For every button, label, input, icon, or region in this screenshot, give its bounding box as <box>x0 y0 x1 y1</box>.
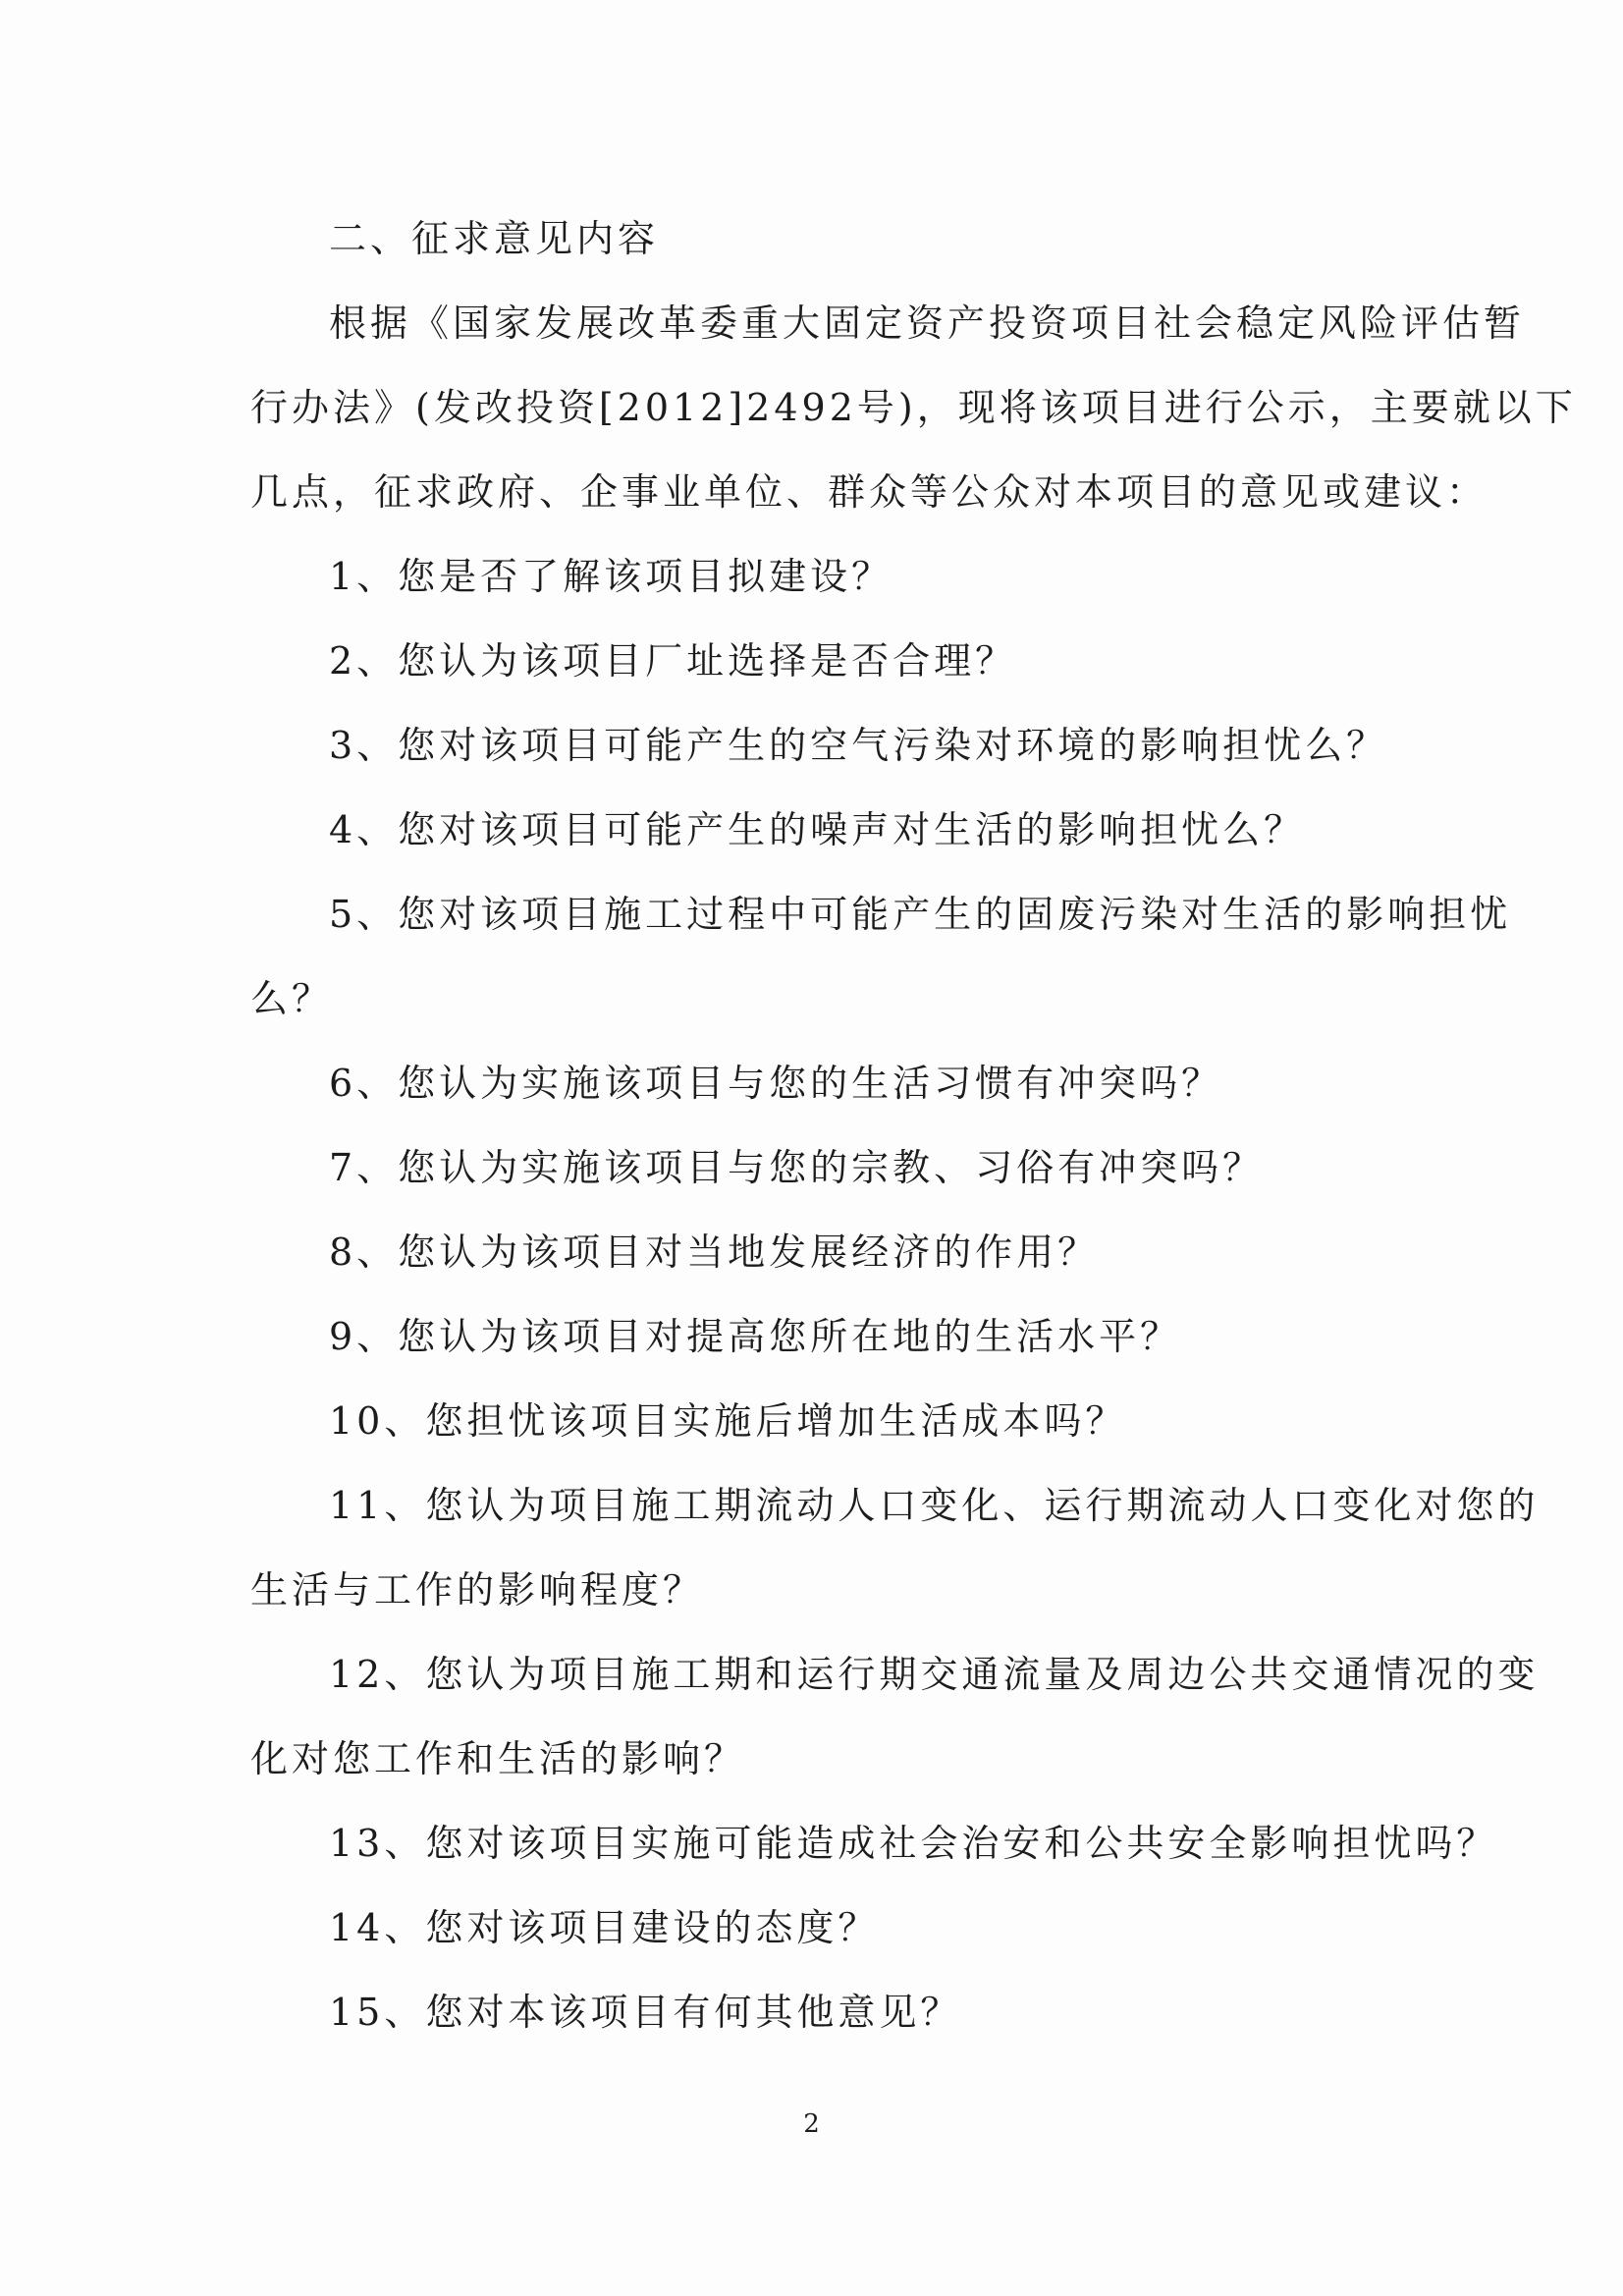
question-item: 15、您对本该项目有何其他意见？ <box>329 1991 962 2034</box>
question-line: 么？ <box>250 977 334 1020</box>
question-item: 4、您对该项目可能产生的噪声对生活的影响担忧么？ <box>329 808 1306 851</box>
intro-paragraph <box>250 281 1577 534</box>
question-item: 14、您对该项目建设的态度？ <box>329 1906 880 1949</box>
question-line: 12、您认为项目施工期和运行期交通流量及周边公共交通情况的变 <box>329 1653 1540 1696</box>
question-item <box>250 872 1512 1041</box>
question-item: 6、您认为实施该项目与您的生活习惯有冲突吗？ <box>329 1062 1223 1105</box>
question-item: 2、您认为该项目厂址选择是否合理？ <box>329 639 1017 683</box>
question-line: 生活与工作的影响程度？ <box>250 1568 705 1612</box>
document-body <box>250 196 1577 2054</box>
question-item <box>250 1463 1540 1632</box>
question-line: 化对您工作和生活的影响？ <box>250 1737 746 1780</box>
question-item: 10、您担忧该项目实施后增加生活成本吗？ <box>329 1399 1127 1443</box>
question-item <box>250 1632 1540 1801</box>
page-number: 2 <box>803 2109 820 2139</box>
question-list <box>250 534 1540 2054</box>
question-item: 13、您对该项目实施可能造成社会治安和公共安全影响担忧吗？ <box>329 1822 1498 1865</box>
question-line: 5、您对该项目施工过程中可能产生的固废污染对生活的影响担忧 <box>329 893 1512 936</box>
paragraph-line: 行办法》(发改投资[2012]2492号)，现将该项目进行公示，主要就以下 <box>250 386 1577 429</box>
question-item: 9、您认为该项目对提高您所在地的生活水平？ <box>329 1315 1182 1358</box>
question-item: 3、您对该项目可能产生的空气污染对环境的影响担忧么？ <box>329 724 1388 767</box>
section-heading: 二、征求意见内容 <box>329 217 660 260</box>
question-item: 7、您认为实施该项目与您的宗教、习俗有冲突吗？ <box>329 1146 1265 1189</box>
paragraph-line: 根据《国家发展改革委重大固定资产投资项目社会稳定风险评估暂 <box>329 301 1526 345</box>
paragraph-line: 几点，征求政府、企事业单位、群众等公众对本项目的意见或建议： <box>250 470 1488 514</box>
question-line: 11、您认为项目施工期流动人口变化、运行期流动人口变化对您的 <box>329 1484 1540 1527</box>
question-item: 8、您认为该项目对当地发展经济的作用？ <box>329 1230 1100 1274</box>
question-item: 1、您是否了解该项目拟建设？ <box>329 555 893 598</box>
